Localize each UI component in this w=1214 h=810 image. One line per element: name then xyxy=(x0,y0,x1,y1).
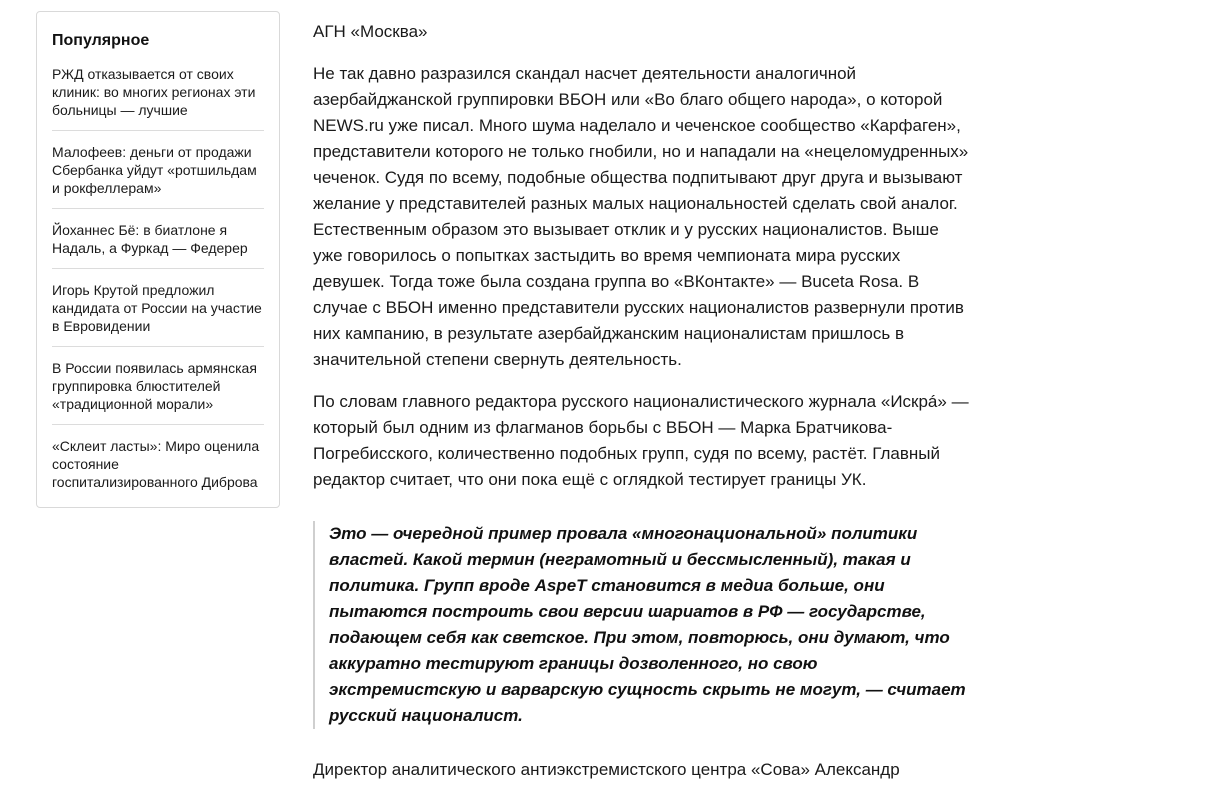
article-paragraph: Директор аналитического антиэкстремистского центра «Сова» Александр xyxy=(313,760,900,779)
popular-item-link[interactable]: «Склеит ласты»: Миро оценила состояние госпитализированного Диброва xyxy=(52,438,260,490)
popular-item-link[interactable]: Малофеев: деньги от продажи Сбербанка уйдут «ротшильдам и рокфеллерам» xyxy=(52,143,264,209)
article-paragraph: Не так давно разразился скандал насчет деятельности аналогичной азербайджанской группировки ВБОН или «Во благо общего народа», о которой NEWS.ru уже писал. Много шума наделало и чеченское сообщество «Карфаген», представители которого не только гнобили, но и нападали на «нецеломудренных» чеченок. Судя по всему, подобные общества подпитывают друг друга и вызывают желание у представителей разных малых национальностей сделать свой аналог. Естественным образом это вызывает отклик и у русских националистов. Выше уже говорилось о попытках застыдить во время чемпионата мира русских девушек. Тогда тоже была создана группа во «ВКонтакте» — Buceta Rosa. В случае с ВБОН именно представители русских националистов развернули против них кампанию, в результате азербайджанским националистам пришлось в значительной степени свернуть деятельность. xyxy=(313,64,969,369)
article-body xyxy=(313,19,973,799)
popular-item-link[interactable]: РЖД отказывается от своих клиник: во многих регионах эти больницы — лучшие xyxy=(52,65,264,131)
article-quote: Это — очередной пример провала «многонациональной» политики властей. Какой термин (неграмотный и бессмысленный), такая и политика. Групп вроде AspeT становится в медиа больше, они пытаются построить свои версии шариатов в РФ — государстве, подающем себя как светское. При этом, повторюсь, они думают, что аккуратно тестируют границы дозволенного, но свою экстремистскую и варварскую сущность скрыть не могут, — считает русский националист. xyxy=(313,521,973,729)
popular-item-link[interactable]: В России появилась армянская группировка блюстителей «традиционной морали» xyxy=(52,359,264,425)
popular-sidebar xyxy=(36,11,280,508)
article-source: АГН «Москва» xyxy=(313,22,428,41)
popular-item-link[interactable]: Йоханнес Бё: в биатлоне я Надаль, а Фуркад — Федерер xyxy=(52,221,264,269)
popular-list xyxy=(52,65,264,502)
popular-item-link[interactable]: Игорь Крутой предложил кандидата от России на участие в Евровидении xyxy=(52,281,264,347)
article-paragraph: По словам главного редактора русского националистического журнала «Искрá» — который был одним из флагманов борьбы с ВБОН — Марка Братчикова-Погребисского, количественно подобных групп, судя по всему, растёт. Главный редактор считает, что они пока ещё с оглядкой тестирует границы УК. xyxy=(313,392,969,489)
sidebar-title: Популярное xyxy=(52,32,150,49)
